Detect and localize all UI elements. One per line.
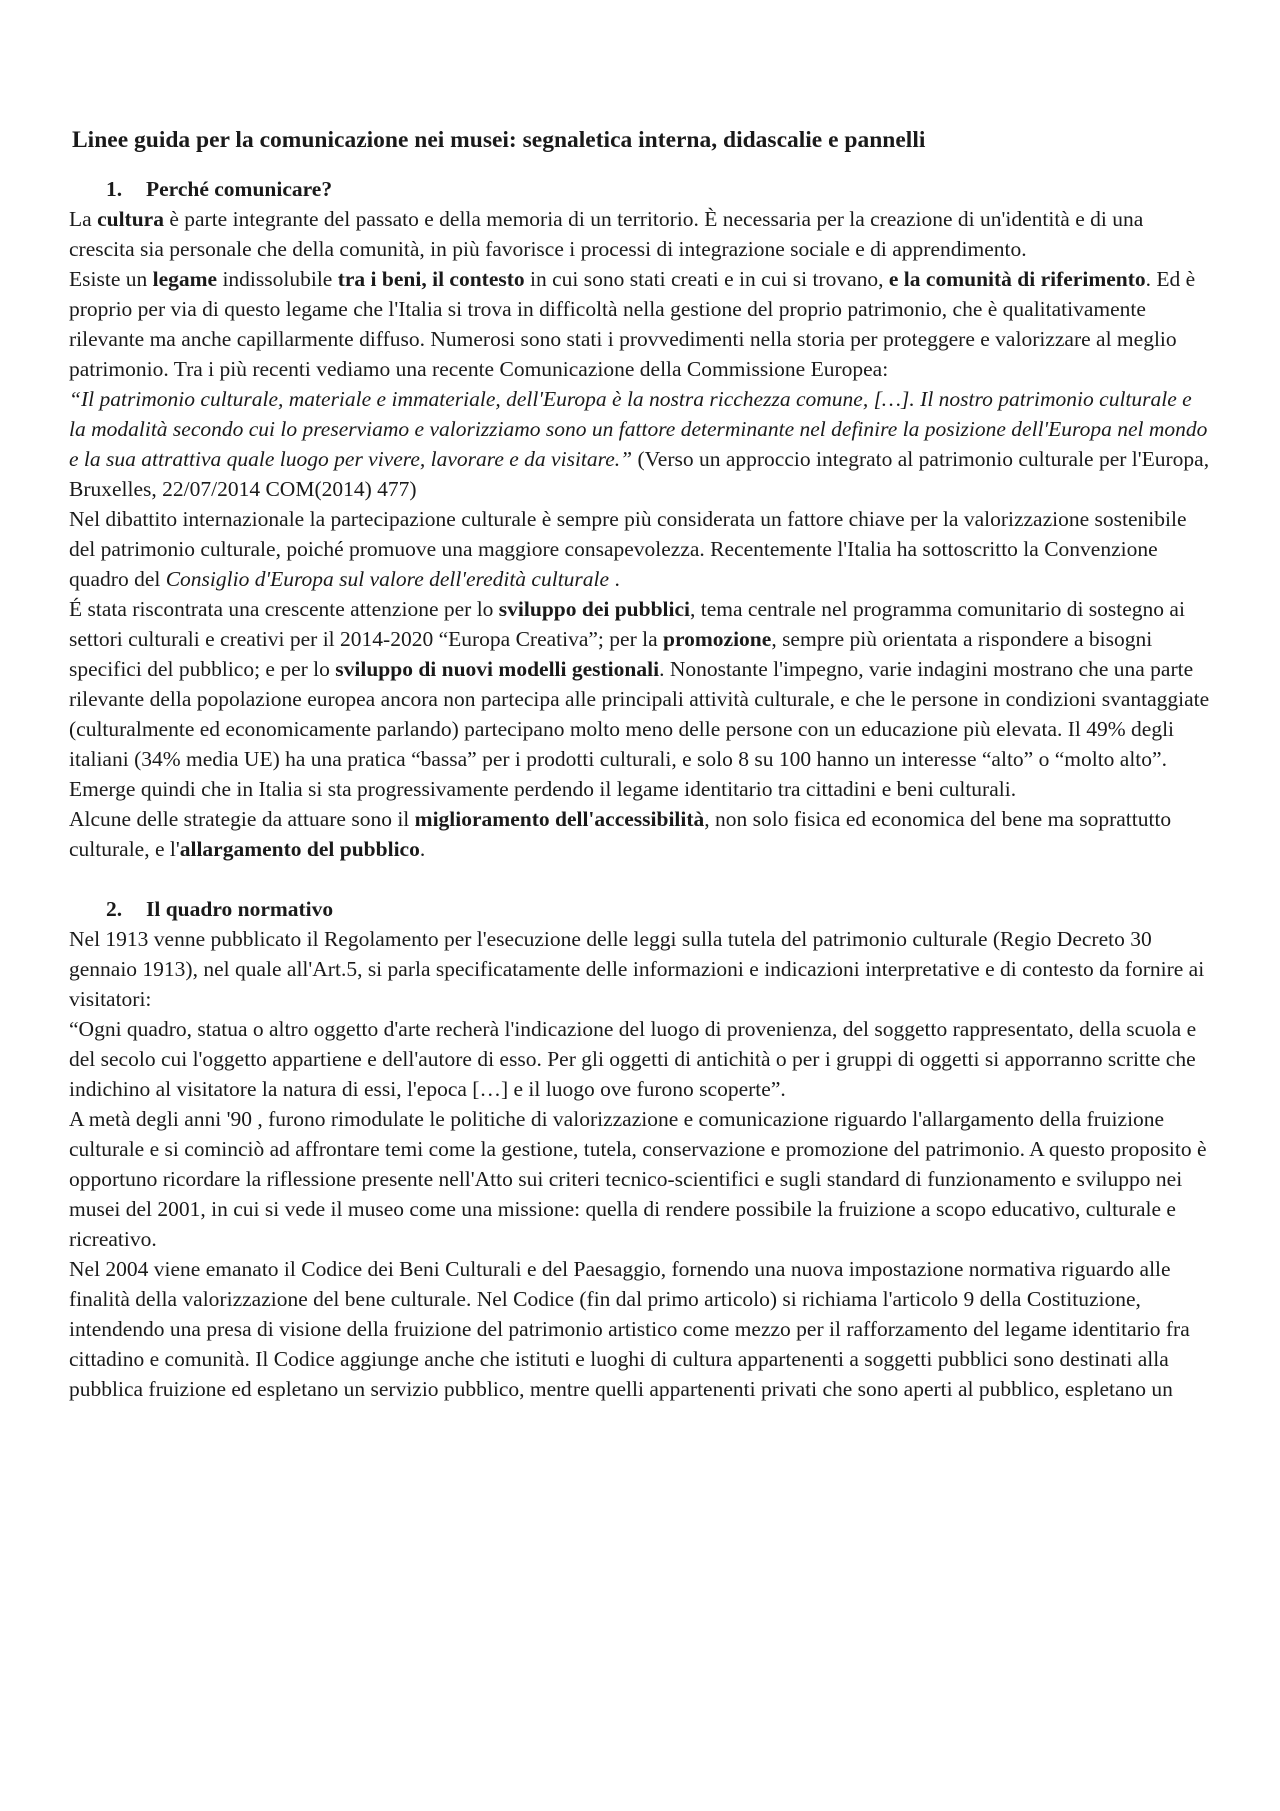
document-title: Linee guida per la comunicazione nei musei: segnaletica interna, didascalie e pannelli <box>72 127 926 153</box>
text-run: , sempre più orientata a rispondere a bisogni specifici del pubblico; e per lo <box>69 627 1153 681</box>
italic-text: “Il patrimonio culturale, materiale e immateriale, dell'Europa è la nostra ricchezza comune, […]. Il nostro patrimonio culturale e la modalità secondo cui lo preserviamo e valorizziamo sono un fattore determinante nel definire la posizione dell'Europa nel mondo e la sua attrattiva quale luogo per vivere, lavorare e da visitare.” <box>69 387 1208 471</box>
text-run: Nel dibattito internazionale la partecipazione culturale è sempre più considerata un fattore chiave per la valorizzazione sostenibile del patrimonio culturale, poiché promuove una maggiore consapevolezza. Recentemente l'Italia ha sottoscritto la Convenzione quadro del <box>69 507 1187 591</box>
italic-text: Consiglio d'Europa sul valore dell'eredità culturale <box>165 567 610 591</box>
text-run: è parte integrante del passato e della memoria di un territorio. È necessaria per la creazione di un'identità e di una crescita sia personale che della comunità, in più favorisce i processi di integrazione sociale e di apprendimento. <box>69 207 1144 261</box>
text-run: É stata riscontrata una crescente attenzione per lo <box>69 597 499 621</box>
paragraph <box>69 804 1212 864</box>
paragraph <box>69 504 1212 594</box>
text-run: Esiste un <box>69 267 153 291</box>
bold-text: allargamento del pubblico <box>179 837 420 861</box>
quote-paragraph <box>69 384 1212 504</box>
text-run: Alcune delle strategie da attuare sono il <box>69 807 415 831</box>
text-run: Nel 2004 viene emanato il Codice dei Beni Culturali e del Paesaggio, fornendo una nuova impostazione normativa riguardo alle finalità della valorizzazione del bene culturale. Nel Codice (fin dal primo articolo) si richiama l'articolo 9 della Costituzione, intendendo una presa di visione della fruizione del patrimonio artistico come mezzo per il rafforzamento del legame identitario fra cittadino e comunità. Il Codice aggiunge anche che istituti e luoghi di cultura appartenenti a soggetti pubblici sono destinati alla pubblica fruizione ed espletano un servizio pubblico, mentre quelli appartenenti privati che sono aperti al pubblico, espletano un <box>69 1257 1190 1401</box>
bold-text: sviluppo di nuovi modelli gestionali <box>335 657 660 681</box>
text-run: . <box>419 837 426 861</box>
bold-text: e la comunità di riferimento <box>888 267 1146 291</box>
section-title-2: Il quadro normativo <box>146 897 334 921</box>
paragraph <box>69 1104 1212 1254</box>
text-run: (Verso un approccio integrato al patrimonio culturale per l'Europa, Bruxelles, 22/07/2014 COM(2014) 477) <box>69 447 1210 501</box>
section-number-1: 1. <box>106 177 123 201</box>
text-run: . Nonostante l'impegno, varie indagini mostrano che una parte rilevante della popolazione europea ancora non partecipa alle principali attività culturale, e che le persone in condizioni svantaggiate (culturalmente ed economicamente parlando) partecipano molto meno delle persone con un educazione più elevata. Il 49% degli italiani (34% media UE) ha una pratica “bassa” per i prodotti culturali, e solo 8 su 100 hanno un interesse “alto” o “molto alto”. Emerge quindi che in Italia si sta progressivamente perdendo il legame identitario tra cittadini e beni culturali. <box>69 657 1210 801</box>
bold-text: tra i beni, il contesto <box>337 267 525 291</box>
section-number-2: 2. <box>106 897 123 921</box>
section-heading-2 <box>69 894 1212 924</box>
bold-text: cultura <box>97 207 164 231</box>
paragraph <box>69 264 1212 384</box>
text-run: . Ed è proprio per via di questo legame che l'Italia si trova in difficoltà nella gestione del proprio patrimonio, che è qualitativamente rilevante ma anche capillarmente diffuso. Numerosi sono stati i provvedimenti nella storia per proteggere e valorizzare al meglio patrimonio. Tra i più recenti vediamo una recente Comunicazione della Commissione Europea: <box>69 267 1196 381</box>
paragraph <box>69 594 1212 804</box>
paragraph <box>69 204 1212 264</box>
text-run: , non solo fisica ed economica del bene ma soprattutto culturale, e l' <box>69 807 1172 861</box>
text-run: Nel 1913 venne pubblicato il Regolamento per l'esecuzione delle leggi sulla tutela del patrimonio culturale (Regio Decreto 30 gennaio 1913), nel quale all'Art.5, si parla specificatamente delle informazioni e indicazioni interpretative e di contesto da fornire ai visitatori: <box>69 927 1205 1011</box>
text-run: , tema centrale nel programma comunitario di sostegno ai settori culturali e creativi per il 2014-2020 “Europa Creativa”; per la <box>69 597 1185 651</box>
section-spacer <box>69 864 1212 894</box>
paragraph <box>69 1254 1212 1404</box>
bold-text: promozione <box>663 627 772 651</box>
section-heading-1 <box>69 174 1212 204</box>
quote-paragraph <box>69 1014 1212 1104</box>
text-run: La <box>69 207 98 231</box>
paragraph <box>69 924 1212 1014</box>
bold-text: sviluppo dei pubblici <box>498 597 690 621</box>
text-run: . <box>609 567 620 591</box>
section-title-1: Perché comunicare? <box>146 177 333 201</box>
text-run: in cui sono stati creati e in cui si trovano, <box>524 267 889 291</box>
text-run: “Ogni quadro, statua o altro oggetto d'arte recherà l'indicazione del luogo di provenienza, del soggetto rappresentato, della scuola e del secolo cui l'oggetto appartiene e dell'autore di esso. Per gli oggetti di antichità o per i gruppi di oggetti si apporranno scritte che indichino al visitatore la natura di essi, l'epoca […] e il luogo ove furono scoperte”. <box>69 1017 1197 1101</box>
bold-text: miglioramento dell'accessibilità <box>414 807 705 831</box>
bold-text: legame <box>152 267 218 291</box>
text-run: A metà degli anni '90 , furono rimodulate le politiche di valorizzazione e comunicazione riguardo l'allargamento della fruizione culturale e si cominciò ad affrontare temi come la gestione, tutela, conservazione e promozione del patrimonio. A questo proposito è opportuno ricordare la riflessione presente nell'Atto sui criteri tecnico-scientifici e sugli standard di funzionamento e sviluppo nei musei del 2001, in cui si vede il museo come una missione: quella di rendere possibile la fruizione a scopo educativo, culturale e ricreativo. <box>69 1107 1207 1251</box>
text-run: indissolubile <box>217 267 338 291</box>
